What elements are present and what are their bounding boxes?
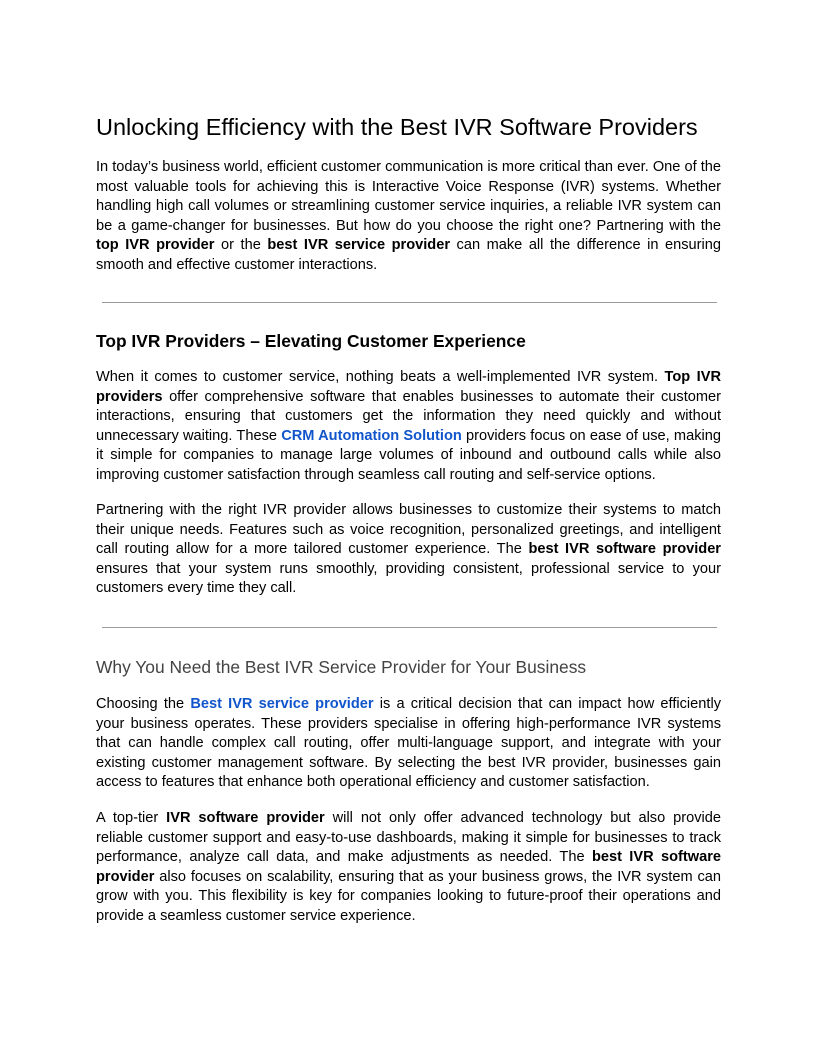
s1p1-text-1: When it comes to customer service, nothing beats a well-implemented IVR system. <box>96 369 665 385</box>
intro-text-1: In today’s business world, efficient customer communication is more critical than ever. One of the most valuable tools for achieving this is Interactive Voice Response (IVR) systems. Whether handling high call volumes or streamlining customer service inquiries, a reliable IVR system can be a game-changer for businesses. But how do you choose the right one? Partnering with the <box>96 159 721 234</box>
section1-paragraph-2 <box>96 501 721 599</box>
intro-text-2: or the <box>214 237 268 253</box>
s1p1-text-2: offer comprehensive software that enables businesses to automate their customer interactions, ensuring that customers get the information they need quickly and without unnecessary waiting. These <box>96 388 721 444</box>
s2p2-text-3: also focuses on scalability, ensuring that as your business grows, the IVR system can grow with you. This flexibility is key for companies looking to future-proof their operations and provide a seamless customer service experience. <box>96 868 721 924</box>
s1p1-bold-1: Top IVR providers <box>96 369 722 405</box>
page-title: Unlocking Efficiency with the Best IVR Software Providers <box>96 114 698 140</box>
intro-bold-2: best IVR service provider <box>267 237 450 253</box>
s2p2-text-2: will not only offer advanced technology but also provide reliable customer support and easy-to-use dashboards, making it simple for businesses to track performance, analyze call data, and make adjustments as needed. The <box>96 810 721 865</box>
s2p2-text-1: A top-tier <box>96 810 167 826</box>
section1-paragraph-1 <box>96 368 721 485</box>
s2p1-text-2: is a critical decision that can impact how efficiently your business operates. These providers specialise in offering high-performance IVR systems that can handle complex call routing, offer multi-language support, and integrate with your existing customer management software. By selecting the best IVR provider, businesses gain access to features that enhance both operational efficiency and customer satisfaction. <box>96 696 721 790</box>
crm-automation-solution-link[interactable]: CRM Automation Solution <box>281 427 462 444</box>
horizontal-rule-1 <box>102 302 717 303</box>
s2p1-text-1: Choosing the <box>96 696 191 712</box>
section2-heading: Why You Need the Best IVR Service Provider for Your Business <box>96 657 587 677</box>
s1p1-text-3: providers focus on ease of use, making it simple for companies to manage large volumes of inbound and outbound calls while also improving customer satisfaction through seamless call routing and self-service options. <box>96 427 721 483</box>
section1-heading: Top IVR Providers – Elevating Customer Experience <box>96 331 526 351</box>
intro-paragraph <box>96 158 721 275</box>
intro-text-3: can make all the difference in ensuring smooth and effective customer interactions. <box>96 237 721 273</box>
section2-paragraph-2 <box>96 809 721 926</box>
section2-paragraph-1 <box>96 695 721 793</box>
s1p2-bold-1: best IVR software provider <box>528 541 721 557</box>
best-ivr-service-provider-link[interactable]: Best IVR service provider <box>190 696 374 712</box>
s2p2-bold-1: IVR software provider <box>166 810 325 826</box>
s1p2-text-2: ensures that your system runs smoothly, providing consistent, professional service to your customers every time they call. <box>96 560 721 596</box>
horizontal-rule-2 <box>102 627 717 628</box>
s1p2-text-1: Partnering with the right IVR provider allows businesses to customize their systems to match their unique needs. Features such as voice recognition, personalized greetings, and intelligent call routing allow for a more tailored customer experience. The <box>96 502 721 557</box>
s2p2-bold-2: best IVR software provider <box>96 849 721 885</box>
intro-bold-1: top IVR provider <box>96 237 215 253</box>
